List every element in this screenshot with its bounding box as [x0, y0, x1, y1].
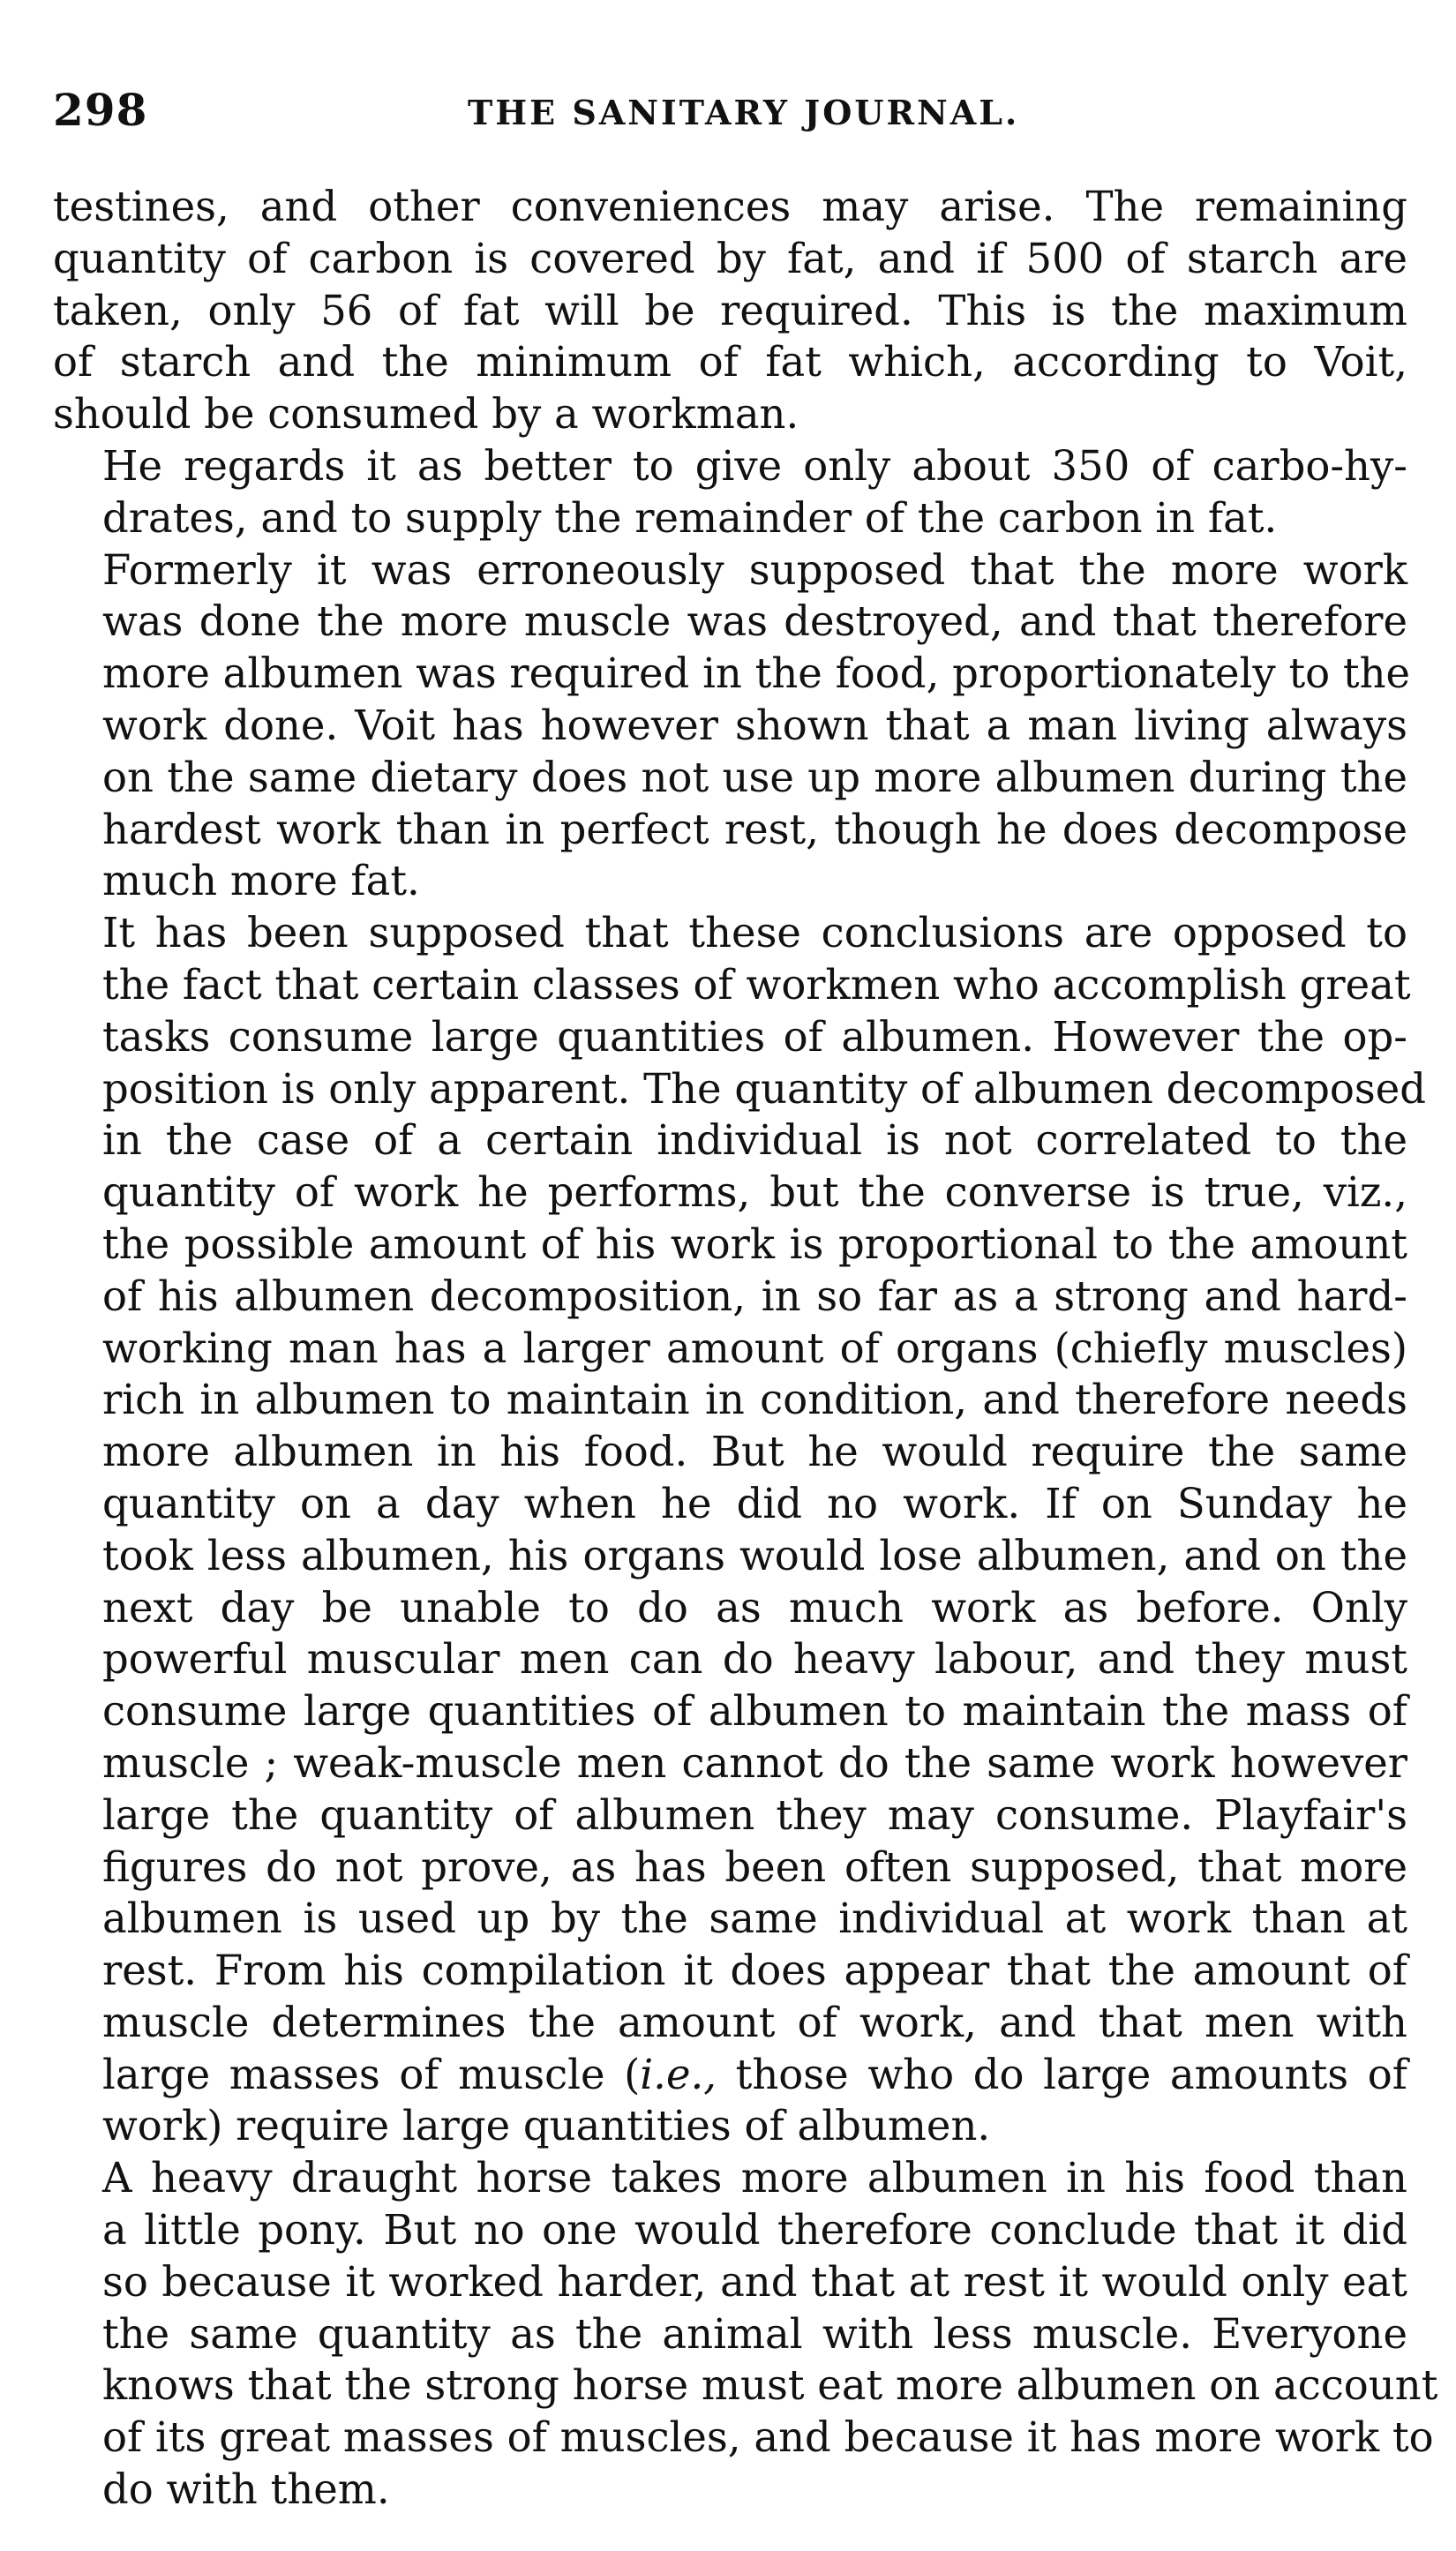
text-line: work) require large quantities of albumen.: [102, 2102, 991, 2150]
text-segment: large masses of muscle (: [102, 2050, 641, 2098]
running-title: THE SANITARY JOURNAL.: [468, 93, 1020, 132]
text-line: the same quantity as the animal with less muscle. Everyone: [102, 2309, 1407, 2358]
text-segment: those who do large amounts of: [717, 2050, 1407, 2098]
text-line: drates, and to supply the remainder of the carbon in fat.: [102, 493, 1278, 542]
text-line: quantity of carbon is covered by fat, and if 500 of starch are: [53, 234, 1407, 282]
text-line: A heavy draught horse takes more albumen in his food than: [102, 2154, 1407, 2202]
text-line: the possible amount of his work is proportional to the amount: [102, 1219, 1407, 1268]
text-line: muscle determines the amount of work, and that men with: [102, 1998, 1407, 2046]
paragraph: [53, 2152, 1438, 2516]
text-line: large the quantity of albumen they may consume. Playfair's: [102, 1790, 1407, 1839]
text-line: more albumen in his food. But he would require the same: [102, 1428, 1407, 1476]
text-line: hardest work than in perfect rest, though he does decompose: [102, 805, 1407, 853]
text-line: tasks consume large quantities of albumen. However the op-: [102, 1012, 1407, 1061]
text-line: on the same dietary does not use up more albumen during the: [102, 753, 1407, 801]
text-line: powerful muscular men can do heavy labour, and they must: [102, 1635, 1407, 1684]
text-line: so because it worked harder, and that at rest it would only eat: [102, 2257, 1407, 2306]
text-line: He regards it as better to give only about 350 of carbo-hy-: [102, 441, 1407, 490]
text-line: much more fat.: [102, 857, 420, 905]
text-line: muscle ; weak-muscle men cannot do the same work however: [102, 1738, 1407, 1787]
text-line: do with them.: [102, 2465, 390, 2514]
text-line: rich in albumen to maintain in condition, and therefore needs: [102, 1376, 1407, 1424]
paragraph: [53, 907, 1426, 2152]
italic-abbreviation: i.e.,: [640, 2050, 717, 2098]
text-line: next day be unable to do as much work as before. Only: [102, 1583, 1407, 1632]
paragraph: [53, 544, 1411, 908]
text-line: was done the more muscle was destroyed, and that therefore: [102, 597, 1407, 646]
text-line: more albumen was required in the food, proportionately to the: [102, 649, 1411, 698]
text-line: of starch and the minimum of fat which, according to Voit,: [53, 338, 1407, 386]
page-number: 298: [53, 84, 148, 136]
text-line: testines, and other conveniences may arise. The remaining: [53, 183, 1407, 230]
text-line-with-italic: [53, 2049, 1407, 2101]
text-line: figures do not prove, as has been often supposed, that more: [102, 1842, 1407, 1891]
text-line: the fact that certain classes of workmen who accomplish great: [102, 960, 1411, 1009]
text-line: taken, only 56 of fat will be required. This is the maximum: [53, 286, 1407, 334]
page-header: [53, 84, 1407, 146]
text-line: It has been supposed that these conclusions are opposed to: [102, 909, 1407, 957]
text-line: working man has a larger amount of organs (chiefly muscles): [102, 1324, 1407, 1372]
text-line: rest. From his compilation it does appear that the amount of: [102, 1947, 1407, 1995]
text-line: work done. Voit has however shown that a man living always: [102, 701, 1407, 749]
text-line: quantity of work he performs, but the converse is true, viz.,: [102, 1168, 1407, 1217]
text-line: should be consumed by a workman.: [53, 390, 799, 439]
text-line: position is only apparent. The quantity of albumen decomposed: [102, 1064, 1426, 1113]
text-line: of its great masses of muscles, and because it has more work to: [102, 2413, 1434, 2462]
text-line: of his albumen decomposition, in so far as a strong and hard-: [102, 1272, 1407, 1320]
text-line: took less albumen, his organs would lose albumen, and on the: [102, 1531, 1407, 1579]
body-text: [53, 181, 1438, 2516]
text-line: quantity on a day when he did no work. If on Sunday he: [102, 1479, 1407, 1527]
text-line: consume large quantities of albumen to maintain the mass of: [102, 1687, 1407, 1736]
text-line: albumen is used up by the same individual at work than at: [102, 1894, 1407, 1943]
text-line: knows that the strong horse must eat more albumen on account: [102, 2361, 1438, 2410]
paragraph: [53, 181, 1407, 440]
paragraph: [53, 440, 1407, 544]
text-line: a little pony. But no one would therefore conclude that it did: [102, 2206, 1407, 2255]
text-line: Formerly it was erroneously supposed that the more work: [102, 545, 1407, 594]
journal-page: [53, 84, 1438, 2516]
text-line: in the case of a certain individual is not correlated to the: [102, 1116, 1407, 1165]
